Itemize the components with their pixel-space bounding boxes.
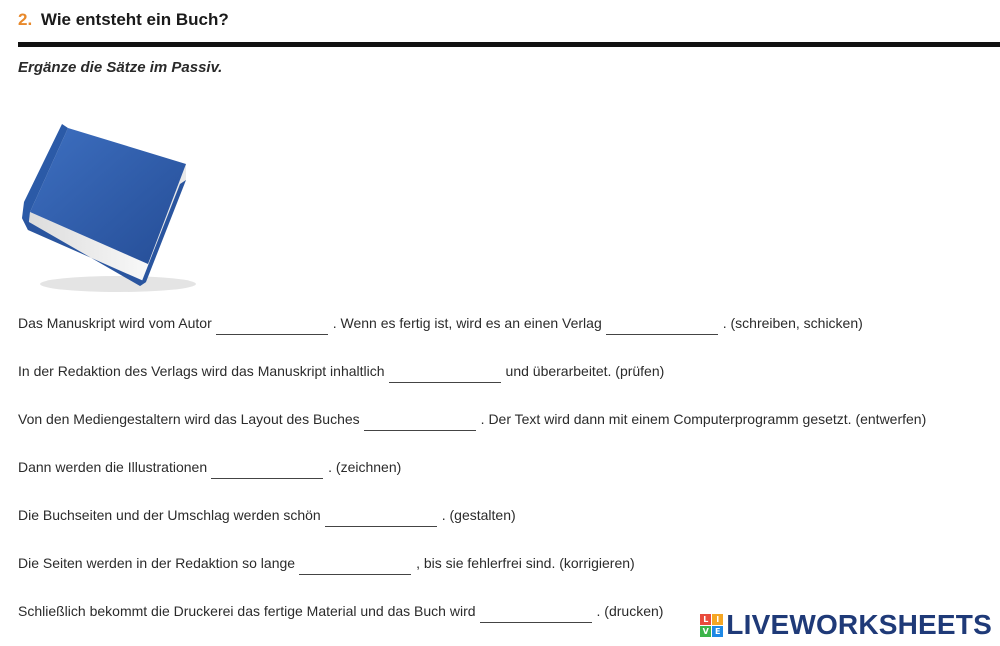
sentence-text: Schließlich bekommt die Druckerei das fertige Material und das Buch wird (18, 603, 476, 619)
answer-blank-1a[interactable] (216, 319, 328, 335)
liveworksheets-brand (700, 609, 992, 641)
sentence-text: , bis sie fehlerfrei sind. (korrigieren) (416, 555, 635, 571)
blue-book-icon (18, 110, 196, 300)
instruction-text: Ergänze die Sätze im Passiv. (18, 59, 223, 76)
liveworksheets-logo-icon (700, 614, 723, 637)
sentence-1 (18, 314, 863, 335)
sentence-7 (18, 602, 663, 623)
sentence-2 (18, 362, 664, 383)
sentence-text: Die Buchseiten und der Umschlag werden schön (18, 507, 321, 523)
answer-blank-6[interactable] (299, 559, 411, 575)
sentence-3 (18, 410, 926, 431)
sentence-text: In der Redaktion des Verlags wird das Manuskript inhaltlich (18, 363, 385, 379)
exercise-title: Wie entsteht ein Buch? (40, 10, 229, 29)
answer-blank-4[interactable] (211, 463, 323, 479)
sentence-text: . (gestalten) (441, 507, 516, 523)
logo-tile: I (712, 614, 723, 625)
sentence-text: . (schreiben, schicken) (722, 315, 863, 331)
answer-blank-1b[interactable] (606, 319, 718, 335)
exercise-header (18, 10, 229, 30)
sentence-6 (18, 554, 635, 575)
answer-blank-5[interactable] (325, 511, 437, 527)
answer-blank-2[interactable] (389, 367, 501, 383)
logo-tile: E (712, 626, 723, 637)
logo-tile: V (700, 626, 711, 637)
sentence-text: . Wenn es fertig ist, wird es an einen Verlag (332, 315, 602, 331)
brand-wordmark: LIVEWORKSHEETS (726, 609, 992, 640)
sentence-text: Dann werden die Illustrationen (18, 459, 208, 475)
sentence-text: . (drucken) (596, 603, 664, 619)
sentence-text: Das Manuskript wird vom Autor (18, 315, 212, 331)
sentence-text: . (zeichnen) (328, 459, 402, 475)
answer-blank-7[interactable] (480, 607, 592, 623)
header-divider (18, 42, 1000, 47)
sentence-5 (18, 506, 516, 527)
sentence-text: Von den Mediengestaltern wird das Layout des Buches (18, 411, 360, 427)
exercise-number: 2. (18, 10, 33, 29)
sentence-text: . Der Text wird dann mit einem Computerprogramm gesetzt. (entwerfen) (480, 411, 927, 427)
logo-tile: L (700, 614, 711, 625)
sentence-text: und überarbeitet. (prüfen) (505, 363, 665, 379)
sentence-text: Die Seiten werden in der Redaktion so lange (18, 555, 296, 571)
answer-blank-3[interactable] (364, 415, 476, 431)
sentence-4 (18, 458, 401, 479)
